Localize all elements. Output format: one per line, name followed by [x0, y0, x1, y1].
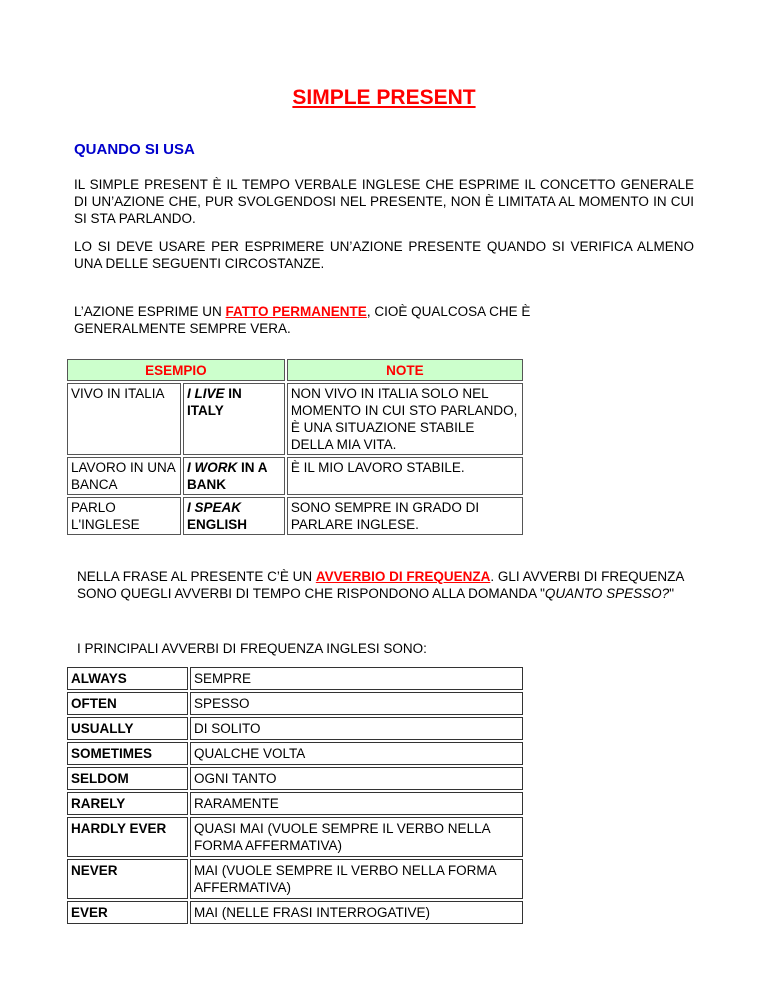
- table-row: [67, 497, 523, 535]
- usage-paragraph: LO SI DEVE USARE PER ESPRIMERE UN’AZIONE PRESENTE QUANDO SI VERIFICA ALMENO UNA DELLE SEGUENTI CIRCOSTANZE.: [74, 239, 694, 271]
- adverb-english: NEVER: [67, 859, 188, 899]
- english-rest: IN A BANK: [187, 460, 268, 492]
- english-rest: IN ITALY: [187, 386, 242, 418]
- adverb-italian: QUALCHE VOLTA: [190, 742, 523, 765]
- adverb-italian: SPESSO: [190, 692, 523, 715]
- italian-cell: VIVO IN ITALIA: [67, 383, 181, 455]
- case2-question: QUANTO SPESSO?: [544, 586, 670, 601]
- intro-paragraph: IL SIMPLE PRESENT È IL TEMPO VERBALE INGLESE CHE ESPRIME IL CONCETTO GENERALE DI UN’AZIONE CHE, PUR SVOLGENDOSI NEL PRESENTE, NON È LIMITATA AL MOMENTO IN CUI SI STA PARLANDO.: [74, 177, 694, 226]
- table-row: [67, 717, 523, 740]
- page-title: SIMPLE PRESENT: [292, 86, 476, 109]
- adverb-italian: RARAMENTE: [190, 792, 523, 815]
- table-row: [67, 692, 523, 715]
- examples-header-row: [67, 359, 523, 381]
- section-heading: QUANDO SI USA: [74, 141, 195, 158]
- adverb-italian: MAI (VUOLE SEMPRE IL VERBO NELLA FORMA AFFERMATIVA): [190, 859, 523, 899]
- english-verb: I WORK: [187, 460, 238, 475]
- case2-text-after: ": [669, 586, 674, 601]
- header-notes: NOTE: [287, 359, 523, 381]
- english-cell: [183, 497, 285, 535]
- table-row: [67, 667, 523, 690]
- permanent-fact-highlight: FATTO PERMANENTE: [225, 304, 367, 319]
- adverbs-intro: I PRINCIPALI AVVERBI DI FREQUENZA INGLESI SONO:: [77, 641, 427, 656]
- table-row: [67, 742, 523, 765]
- case2-paragraph: [77, 568, 697, 602]
- table-row: [67, 792, 523, 815]
- english-verb: I SPEAK: [187, 500, 242, 515]
- adverb-english: OFTEN: [67, 692, 188, 715]
- english-cell: [183, 383, 285, 455]
- english-cell: [183, 457, 285, 495]
- frequency-adverb-highlight: AVVERBIO DI FREQUENZA: [315, 569, 491, 584]
- english-rest: ENGLISH: [187, 517, 248, 532]
- adverbs-table: [65, 665, 525, 926]
- adverb-english: RARELY: [67, 792, 188, 815]
- table-row: [67, 767, 523, 790]
- note-cell: SONO SEMPRE IN GRADO DI PARLARE INGLESE.: [287, 497, 523, 535]
- adverb-italian: MAI (NELLE FRASI INTERROGATIVE): [190, 901, 523, 924]
- note-cell: NON VIVO IN ITALIA SOLO NEL MOMENTO IN CUI STO PARLANDO, È UNA SITUAZIONE STABILE DELLA MIA VITA.: [287, 383, 523, 455]
- case1-text-after: , CIOÈ QUALCOSA CHE È GENERALMENTE SEMPRE VERA.: [74, 304, 531, 336]
- italian-cell: PARLO L'INGLESE: [67, 497, 181, 535]
- case2-text-middle: . GLI AVVERBI DI FREQUENZA SONO QUEGLI AVVERBI DI TEMPO CHE RISPONDONO ALLA DOMANDA ": [77, 569, 684, 601]
- case2-text-before: NELLA FRASE AL PRESENTE C’È UN: [77, 569, 316, 584]
- adverb-english: ALWAYS: [67, 667, 188, 690]
- adverb-english: SELDOM: [67, 767, 188, 790]
- english-verb: I LIVE: [187, 386, 225, 401]
- adverb-english: USUALLY: [67, 717, 188, 740]
- table-row: [67, 859, 523, 899]
- case1-text-before: L’AZIONE ESPRIME UN: [74, 304, 226, 319]
- header-example: ESEMPIO: [67, 359, 285, 381]
- italian-cell: LAVORO IN UNA BANCA: [67, 457, 181, 495]
- table-row: [67, 383, 523, 455]
- table-row: [67, 901, 523, 924]
- table-row: [67, 817, 523, 857]
- adverb-italian: DI SOLITO: [190, 717, 523, 740]
- adverb-english: HARDLY EVER: [67, 817, 188, 857]
- adverb-english: EVER: [67, 901, 188, 924]
- case1-paragraph: [74, 303, 634, 337]
- adverb-english: SOMETIMES: [67, 742, 188, 765]
- table-row: [67, 457, 523, 495]
- note-cell: È IL MIO LAVORO STABILE.: [287, 457, 523, 495]
- examples-table: [65, 357, 525, 537]
- adverb-italian: SEMPRE: [190, 667, 523, 690]
- adverb-italian: OGNI TANTO: [190, 767, 523, 790]
- adverb-italian: QUASI MAI (VUOLE SEMPRE IL VERBO NELLA FORMA AFFERMATIVA): [190, 817, 523, 857]
